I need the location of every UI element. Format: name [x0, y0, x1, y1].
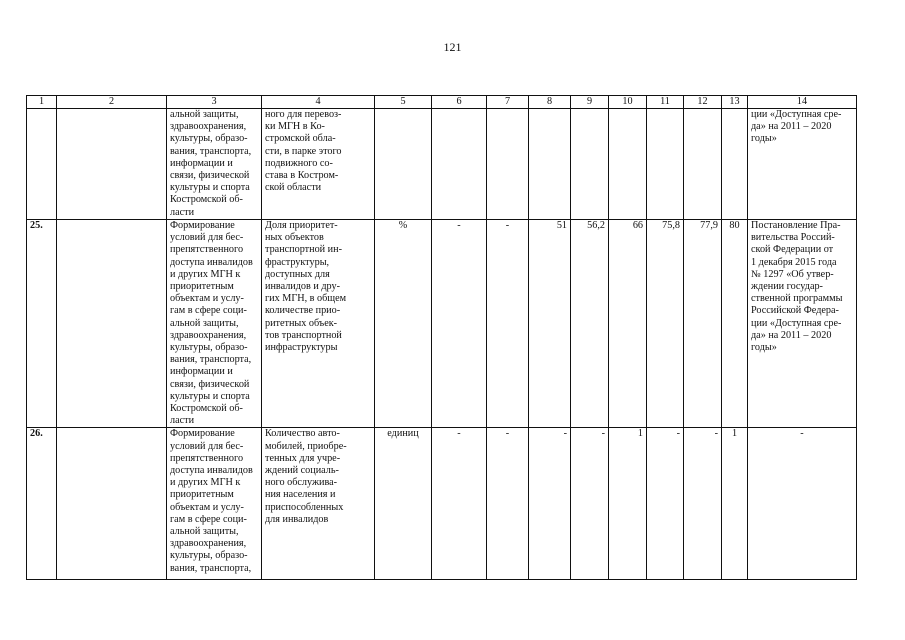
cell-value: 77,9 — [684, 220, 722, 428]
column-header: 1 — [27, 96, 57, 109]
cell-value — [529, 109, 571, 220]
column-header: 13 — [722, 96, 748, 109]
table-row — [27, 428, 857, 580]
cell-value: 80 — [722, 220, 748, 428]
cell-value: 75,8 — [647, 220, 684, 428]
cell-indicator: Количество авто- мобилей, приобре- тенных для учре- ждений социаль- ного обслужива- ния населения и приспособленных для инвалидов — [262, 428, 375, 580]
row-number: 26. — [27, 428, 57, 580]
cell-value: 1 — [722, 428, 748, 580]
column-header: 7 — [487, 96, 529, 109]
cell-value — [609, 109, 647, 220]
cell-value: - — [647, 428, 684, 580]
column-header: 12 — [684, 96, 722, 109]
table-row — [27, 109, 857, 220]
cell-basis: Постановление Пра- вительства Россий- ской Федерации от 1 декабря 2015 года № 1297 «Об утвер- ждении государ- ственной программы Российской Федера- ции «Доступная сре- да» на 2011 – 2020 годы» — [748, 220, 857, 428]
row-number: 25. — [27, 220, 57, 428]
cell-activity: Формирование условий для бес- препятственного доступа инвалидов и других МГН к приоритетным объектам и услу- гам в сфере соци- альной защиты, здравоохранения, культуры, образо- вания, транспорта, — [167, 428, 262, 580]
cell-activity: Формирование условий для бес- препятственного доступа инвалидов и других МГН к приоритетным объектам и услу- гам в сфере соци- альной защиты, здравоохранения, культуры, образо- вания, транспорта, информации и связи, физической культуры и спорта Костромской об- ласти — [167, 220, 262, 428]
table-header-row — [27, 96, 857, 109]
column-header: 8 — [529, 96, 571, 109]
page-number: 121 — [443, 40, 462, 54]
cell-value — [684, 109, 722, 220]
cell-value — [571, 109, 609, 220]
cell-value: - — [432, 428, 487, 580]
cell-value: 66 — [609, 220, 647, 428]
cell-value — [432, 109, 487, 220]
column-header: 10 — [609, 96, 647, 109]
column-header: 5 — [375, 96, 432, 109]
cell-value: - — [571, 428, 609, 580]
row-number — [27, 109, 57, 220]
column-header: 9 — [571, 96, 609, 109]
cell-unit: единиц — [375, 428, 432, 580]
cell-unit: % — [375, 220, 432, 428]
column-header: 3 — [167, 96, 262, 109]
cell-value: - — [529, 428, 571, 580]
cell-value: - — [487, 220, 529, 428]
cell-value — [722, 109, 748, 220]
cell-value: - — [487, 428, 529, 580]
cell-value — [647, 109, 684, 220]
cell-activity: альной защиты, здравоохранения, культуры, образо- вания, транспорта, информации и связи, физической культуры и спорта Костромской об- ласти — [167, 109, 262, 220]
cell-value: - — [684, 428, 722, 580]
column-header: 14 — [748, 96, 857, 109]
cell-value — [487, 109, 529, 220]
cell-col2 — [57, 109, 167, 220]
column-header: 6 — [432, 96, 487, 109]
cell-basis: - — [748, 428, 857, 580]
cell-value: 56,2 — [571, 220, 609, 428]
cell-basis: ции «Доступная сре- да» на 2011 – 2020 годы» — [748, 109, 857, 220]
column-header: 2 — [57, 96, 167, 109]
column-header: 4 — [262, 96, 375, 109]
cell-col2 — [57, 220, 167, 428]
column-header: 11 — [647, 96, 684, 109]
cell-value: 51 — [529, 220, 571, 428]
cell-indicator: Доля приоритет- ных объектов транспортной ин- фраструктуры, доступных для инвалидов и дру- гих МГН, в общем количестве прио- ритетных объек- тов транспортной инфраструктуры — [262, 220, 375, 428]
indicator-table — [26, 95, 857, 580]
cell-unit — [375, 109, 432, 220]
table-row — [27, 220, 857, 428]
cell-value: 1 — [609, 428, 647, 580]
cell-indicator: ного для перевоз- ки МГН в Ко- стромской обла- сти, в парке этого подвижного со- става в Костром- ской области — [262, 109, 375, 220]
cell-col2 — [57, 428, 167, 580]
cell-value: - — [432, 220, 487, 428]
